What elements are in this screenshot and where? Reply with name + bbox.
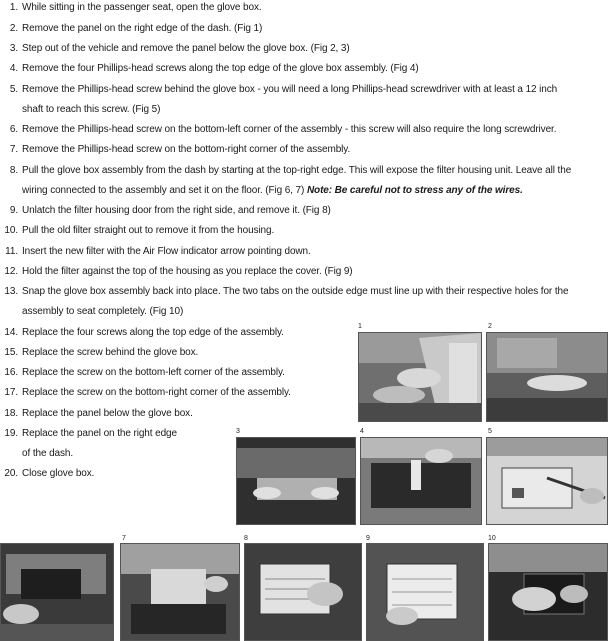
step-text: Remove the Phillips-head screw on the bottom-right corner of the assembly. bbox=[22, 144, 351, 155]
figure-10-label: 10 bbox=[488, 535, 496, 542]
step-text: Pull the old filter straight out to remove it from the housing. bbox=[22, 225, 275, 236]
step-text: Pull the glove box assembly from the dash by starting at the top-right edge. This will expose the filter housing unit. Leave all the bbox=[22, 165, 572, 176]
figure-4-photo bbox=[360, 437, 482, 525]
step-number: 7. bbox=[9, 144, 18, 155]
step-text: Snap the glove box assembly back into place. The two tabs on the outside edge must line up with their respective holes for the bbox=[22, 286, 569, 297]
step-text: Replace the four screws along the top edge of the assembly. bbox=[22, 327, 284, 338]
step-number: 13. bbox=[4, 286, 18, 297]
step-text: Replace the panel on the right edge bbox=[22, 428, 177, 439]
step-text: Replace the screw on the bottom-right corner of the assembly. bbox=[22, 387, 291, 398]
figure-5-photo bbox=[486, 437, 608, 525]
step-number: 1. bbox=[9, 2, 18, 13]
step-number: 18. bbox=[4, 408, 18, 419]
step-text: Remove the panel on the right edge of the dash. (Fig 1) bbox=[22, 23, 263, 34]
step-number: 6. bbox=[9, 124, 18, 135]
figure-1-photo bbox=[358, 332, 482, 422]
figure-1-label: 1 bbox=[358, 323, 362, 330]
step-text: Remove the Phillips-head screw on the bottom-left corner of the assembly - this screw will also require the long screwdriver. bbox=[22, 124, 557, 135]
step-text: Replace the screw behind the glove box. bbox=[22, 347, 199, 358]
step-number: 9. bbox=[9, 205, 18, 216]
step-text-part: wiring connected to the assembly and set it on the floor. (Fig 6, 7) bbox=[22, 185, 307, 196]
step-text: assembly to seat completely. (Fig 10) bbox=[22, 306, 184, 317]
figure-2-photo bbox=[486, 332, 608, 422]
step-text: shaft to reach this screw. (Fig 5) bbox=[22, 104, 161, 115]
step-text: of the dash. bbox=[22, 448, 74, 459]
step-text: Close glove box. bbox=[22, 468, 95, 479]
step-number: 14. bbox=[4, 327, 18, 338]
step-number: 10. bbox=[4, 225, 18, 236]
step-number: 19. bbox=[4, 428, 18, 439]
step-number: 5. bbox=[9, 84, 18, 95]
step-text bbox=[22, 185, 523, 197]
step-number: 11. bbox=[5, 246, 18, 257]
step-text: Remove the Phillips-head screw behind the glove box - you will need a long Phillips-head screwdriver with at least a 12 inch bbox=[22, 84, 558, 95]
figure-9-photo bbox=[366, 543, 484, 641]
step-text: Step out of the vehicle and remove the panel below the glove box. (Fig 2, 3) bbox=[22, 43, 350, 54]
step-number: 17. bbox=[4, 387, 18, 398]
step-number: 4. bbox=[9, 63, 18, 74]
step-text: Insert the new filter with the Air Flow indicator arrow pointing down. bbox=[22, 246, 311, 257]
figure-7-label: 7 bbox=[122, 535, 126, 542]
step-text: Unlatch the filter housing door from the right side, and remove it. (Fig 8) bbox=[22, 205, 331, 216]
step-number: 8. bbox=[9, 165, 18, 176]
figure-8-photo bbox=[244, 543, 362, 641]
figure-4-label: 4 bbox=[360, 428, 364, 435]
step-text: Hold the filter against the top of the housing as you replace the cover. (Fig 9) bbox=[22, 266, 353, 277]
step-number: 15. bbox=[4, 347, 18, 358]
step-number: 3. bbox=[9, 43, 18, 54]
figure-7-photo bbox=[120, 543, 240, 641]
figure-3-photo bbox=[236, 437, 356, 525]
figure-6-photo bbox=[0, 543, 114, 641]
step-number: 20. bbox=[4, 468, 18, 479]
figure-2-label: 2 bbox=[488, 323, 492, 330]
step-number: 12. bbox=[4, 266, 18, 277]
figure-5-label: 5 bbox=[488, 428, 492, 435]
warning-note: Note: Be careful not to stress any of the wires. bbox=[306, 185, 523, 196]
figure-9-label: 9 bbox=[366, 535, 370, 542]
step-text: While sitting in the passenger seat, open the glove box. bbox=[22, 2, 262, 13]
step-text: Remove the four Phillips-head screws along the top edge of the glove box assembly. (Fig 4) bbox=[22, 63, 419, 74]
step-text: Replace the screw on the bottom-left corner of the assembly. bbox=[22, 367, 285, 378]
figure-8-label: 8 bbox=[244, 535, 248, 542]
step-number: 16. bbox=[4, 367, 18, 378]
figure-10-photo bbox=[488, 543, 608, 641]
step-text: Replace the panel below the glove box. bbox=[22, 408, 193, 419]
step-number: 2. bbox=[9, 23, 18, 34]
figure-3-label: 3 bbox=[236, 428, 240, 435]
